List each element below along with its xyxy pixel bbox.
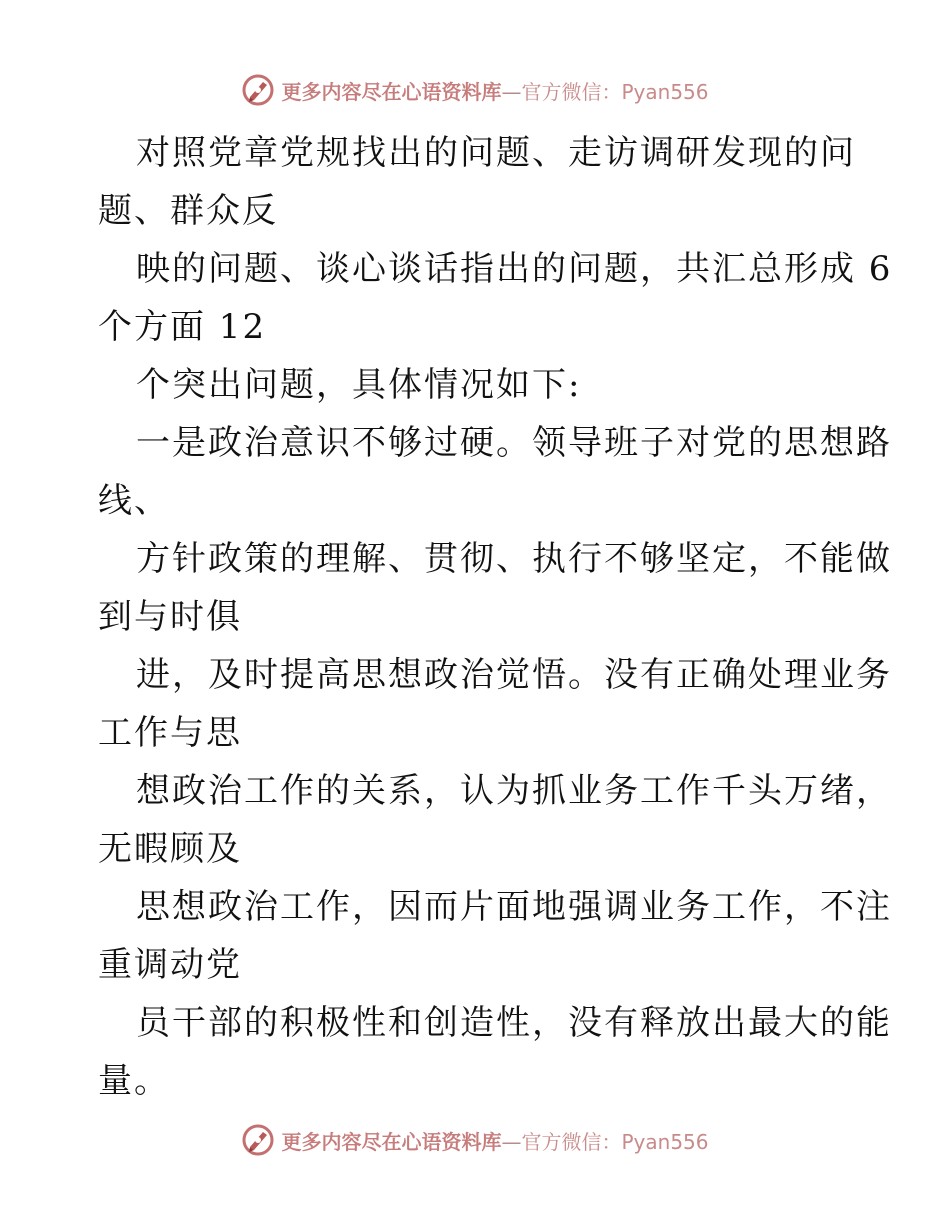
watermark-separator: — (501, 1129, 522, 1154)
text-line: 个方面 12 (98, 307, 267, 347)
watermark-text (281, 1126, 708, 1155)
text-line: 题、群众反 (98, 191, 278, 231)
text-line: 一是政治意识不够过硬。领导班子对党的思想路 (136, 423, 892, 463)
watermark-id: Pyan556 (621, 79, 709, 104)
text-line: 量。 (98, 1061, 170, 1101)
watermark-id: Pyan556 (621, 1129, 709, 1154)
pen-logo-icon (241, 73, 275, 107)
pen-logo-icon (241, 1123, 275, 1157)
document-body (98, 124, 893, 1110)
text-line: 工作与思 (98, 713, 242, 753)
watermark-label: 官方微信： (521, 79, 622, 104)
footer-watermark (0, 1120, 950, 1160)
text-line: 重调动党 (98, 945, 242, 985)
watermark-text (281, 76, 708, 105)
text-line: 方针政策的理解、贯彻、执行不够坚定，不能做 (136, 539, 892, 579)
watermark-main: 更多内容尽在心语资料库 (281, 79, 502, 104)
text-line: 进，及时提高思想政治觉悟。没有正确处理业务 (136, 655, 892, 695)
header-watermark (0, 70, 950, 110)
text-line: 到与时俱 (98, 597, 242, 637)
text-line: 思想政治工作，因而片面地强调业务工作，不注 (136, 887, 892, 927)
text-line: 个突出问题，具体情况如下: (136, 365, 582, 405)
text-line: 线、 (98, 481, 170, 521)
text-line: 员干部的积极性和创造性，没有释放出最大的能 (136, 1003, 892, 1043)
watermark-separator: — (501, 79, 522, 104)
text-line: 想政治工作的关系，认为抓业务工作千头万绪， (136, 771, 892, 811)
watermark-main: 更多内容尽在心语资料库 (281, 1129, 502, 1154)
text-line: 对照党章党规找出的问题、走访调研发现的问 (136, 133, 856, 173)
watermark-label: 官方微信： (521, 1129, 622, 1154)
text-line: 映的问题、谈心谈话指出的问题，共汇总形成 6 (136, 249, 893, 289)
text-line: 无暇顾及 (98, 829, 242, 869)
